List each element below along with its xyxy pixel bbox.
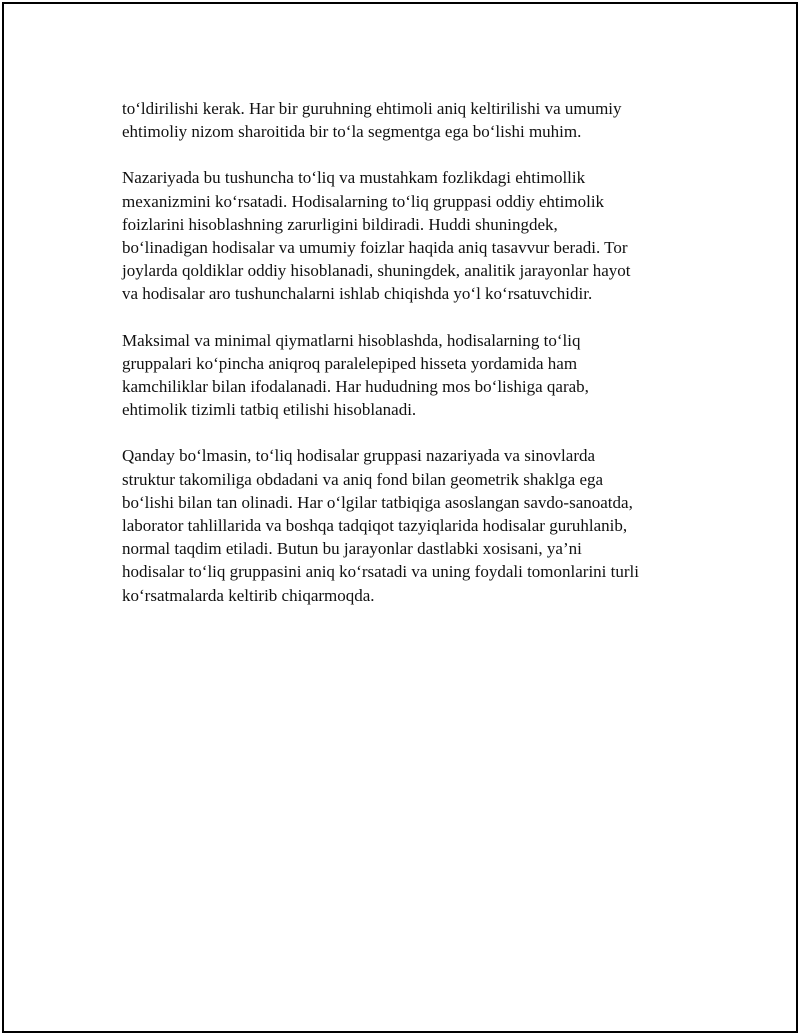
paragraph-2 [122, 166, 694, 305]
text-line: ko‘rsatmalarda keltirib chiqarmoqda. [122, 585, 375, 605]
document-body [122, 97, 694, 630]
text-line: mexanizmini ko‘rsatadi. Hodisalarning to‘liq gruppasi oddiy ehtimolik [122, 191, 605, 211]
paragraph-1 [122, 97, 694, 143]
text-line: kamchiliklar bilan ifodalanadi. Har hududning mos bo‘lishiga qarab, [122, 377, 589, 397]
text-line: ehtimoliy nizom sharoitida bir to‘la segmentga ega bo‘lishi muhim. [122, 122, 582, 142]
text-line: normal taqdim etiladi. Butun bu jarayonlar dastlabki xosisani, ya’ni [122, 539, 582, 559]
text-line: bo‘linadigan hodisalar va umumiy foizlar haqida aniq tasavvur beradi. Tor [122, 238, 628, 258]
text-line: gruppalari ko‘pincha aniqroq paralelepiped hisseta yordamida ham [122, 353, 578, 373]
text-line: bo‘lishi bilan tan olinadi. Har o‘lgilar tatbiqiga asoslangan savdo-sanoatda, [122, 492, 633, 512]
text-line: Nazariyada bu tushuncha to‘liq va mustahkam fozlikdagi ehtimollik [122, 168, 586, 188]
text-line: va hodisalar aro tushunchalarni ishlab chiqishda yo‘l ko‘rsatuvchidir. [122, 284, 593, 304]
text-line: laborator tahlillarida va boshqa tadqiqot tazyiqlarida hodisalar guruhlanib, [122, 516, 628, 536]
text-line: to‘ldirilishi kerak. Har bir guruhning ehtimoli aniq keltirilishi va umumiy [122, 99, 622, 118]
text-line: hodisalar to‘liq gruppasini aniq ko‘rsatadi va uning foydali tomonlarini turli [122, 562, 639, 582]
text-line: joylarda qoldiklar oddiy hisoblanadi, shuningdek, analitik jarayonlar hayot [122, 261, 631, 281]
text-line: Qanday bo‘lmasin, to‘liq hodisalar gruppasi nazariyada va sinovlarda [122, 446, 596, 466]
page-frame [2, 2, 798, 1033]
text-line: foizlarini hisoblashning zarurligini bildiradi. Huddi shuningdek, [122, 214, 558, 234]
text-line: ehtimolik tizimli tatbiq etilishi hisoblanadi. [122, 400, 417, 420]
text-line: struktur takomiliga obdadani va aniq fond bilan geometrik shaklga ega [122, 469, 604, 489]
paragraph-4 [122, 444, 694, 606]
paragraph-3 [122, 329, 694, 422]
text-line: Maksimal va minimal qiymatlarni hisoblashda, hodisalarning to‘liq [122, 330, 581, 350]
